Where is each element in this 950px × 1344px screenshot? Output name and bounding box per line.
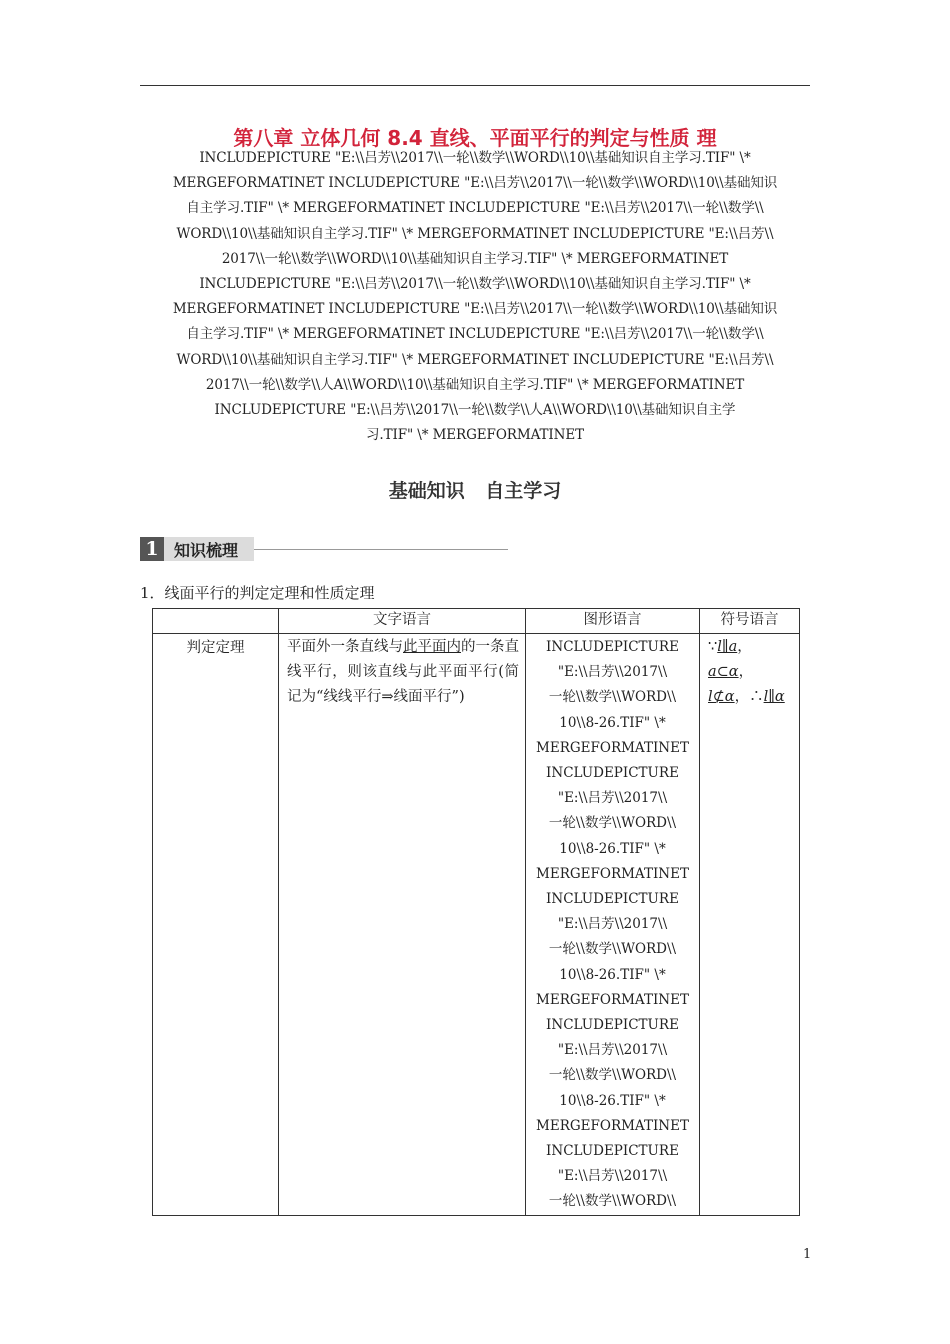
header-cell-empty: [153, 609, 279, 634]
figure-code-line: 一轮\\数学\\WORD\\: [548, 1067, 677, 1084]
figure-code-line: 一轮\\数学\\WORD\\: [548, 1193, 677, 1210]
field-code-line: INCLUDEPICTURE "E:\\吕芳\\2017\\一轮\\数学\\WORD\\10\\基础知识自主学习.TIF" \*: [199, 276, 751, 293]
because-symbol: ∵: [708, 639, 718, 655]
text-pre: 平面外一条直线与: [287, 639, 403, 655]
field-code-line: INCLUDEPICTURE "E:\\吕芳\\2017\\一轮\\数学\\人A\\WORD\\10\\基础知识自主学: [214, 402, 736, 419]
figure-code-line: INCLUDEPICTURE: [546, 639, 679, 655]
text-language-cell: [279, 634, 526, 1216]
field-code-line: INCLUDEPICTURE "E:\\吕芳\\2017\\一轮\\数学\\WORD\\10\\基础知识自主学习.TIF" \*: [199, 150, 751, 166]
symbol-separator: ，: [737, 639, 752, 655]
symbol-separator: ，: [738, 664, 754, 681]
therefore-symbol: ∴: [749, 689, 764, 706]
symbol-language-cell: [700, 634, 800, 1216]
symbol-condition-2: a⊂α: [708, 664, 739, 681]
figure-code-line: INCLUDEPICTURE: [546, 891, 679, 908]
header-cell-symbol: 符号语言: [700, 609, 800, 634]
field-code-line: MERGEFORMATINET INCLUDEPICTURE "E:\\吕芳\\2017\\一轮\\数学\\WORD\\10\\基础知识: [172, 301, 778, 318]
section-heading: 基础知识 自主学习: [388, 480, 562, 502]
symbol-condition-3: l⊄α: [708, 689, 735, 706]
theorem-table: [152, 608, 800, 1216]
field-code-line: 2017\\一轮\\数学\\WORD\\10\\基础知识自主学习.TIF" \* MERGEFORMATINET: [221, 250, 729, 267]
figure-code-line: 一轮\\数学\\WORD\\: [548, 941, 677, 958]
figure-code-line: INCLUDEPICTURE: [546, 1017, 679, 1034]
figure-code-line: "E:\\吕芳\\2017\\: [557, 1168, 668, 1185]
field-code-line: WORD\\10\\基础知识自主学习.TIF" \* MERGEFORMATINET INCLUDEPICTURE "E:\\吕芳\\: [176, 225, 774, 242]
section-divider: [254, 549, 508, 550]
header-cell-figure: 图形语言: [526, 609, 700, 634]
field-code-line: 自主学习.TIF" \* MERGEFORMATINET INCLUDEPICTURE "E:\\吕芳\\2017\\一轮\\数学\\: [186, 326, 764, 343]
field-code-line: 习.TIF" \* MERGEFORMATINET: [365, 427, 584, 444]
page-title: 第八章 立体几何 8.4 直线、平面平行的判定与性质 理: [233, 126, 717, 150]
page-number: 1: [803, 1247, 812, 1262]
field-code-block: [140, 146, 810, 448]
figure-code-line: MERGEFORMATINET: [536, 865, 689, 882]
figure-code-line: 10\\8-26.TIF" \*: [559, 714, 666, 731]
header-rule: [140, 85, 810, 86]
field-code-line: 2017\\一轮\\数学\\人A\\WORD\\10\\基础知识自主学习.TIF" \* MERGEFORMATINET: [205, 376, 745, 393]
figure-code-line: MERGEFORMATINET: [536, 991, 689, 1008]
figure-code-line: "E:\\吕芳\\2017\\: [557, 916, 668, 933]
figure-language-cell: [526, 634, 700, 1216]
text-post: 的一条直线平行，则该直线与此平面平行(简记为“线线平行⇒线面平行”): [287, 639, 519, 706]
section-label: 知识梳理: [164, 537, 254, 561]
symbol-condition-1: l∥a: [717, 639, 738, 655]
figure-code-line: INCLUDEPICTURE: [546, 1143, 679, 1160]
header-cell-text: 文字语言: [279, 609, 526, 634]
symbol-separator: ，: [734, 689, 750, 706]
figure-code-line: 一轮\\数学\\WORD\\: [548, 815, 677, 832]
figure-code-line: 10\\8-26.TIF" \*: [559, 840, 666, 857]
knowledge-section-bar: [140, 536, 508, 562]
figure-code-line: MERGEFORMATINET: [536, 1117, 689, 1134]
section-number-badge: 1: [140, 537, 164, 561]
table-header-row: [153, 609, 800, 634]
item-title: 1．线面平行的判定定理和性质定理: [140, 584, 375, 602]
field-code-line: WORD\\10\\基础知识自主学习.TIF" \* MERGEFORMATINET INCLUDEPICTURE "E:\\吕芳\\: [176, 351, 774, 368]
figure-code-line: MERGEFORMATINET: [536, 739, 689, 756]
symbol-result: l∥α: [763, 689, 785, 706]
field-code-line: MERGEFORMATINET INCLUDEPICTURE "E:\\吕芳\\2017\\一轮\\数学\\WORD\\10\\基础知识: [172, 175, 778, 192]
field-code-line: 自主学习.TIF" \* MERGEFORMATINET INCLUDEPICTURE "E:\\吕芳\\2017\\一轮\\数学\\: [186, 200, 764, 217]
row-label: 判定定理: [153, 634, 279, 1216]
figure-code-line: 一轮\\数学\\WORD\\: [548, 689, 677, 706]
figure-code-line: INCLUDEPICTURE: [546, 765, 679, 782]
figure-code-line: "E:\\吕芳\\2017\\: [557, 1042, 668, 1059]
figure-code-line: 10\\8-26.TIF" \*: [559, 1092, 666, 1109]
figure-code-line: "E:\\吕芳\\2017\\: [557, 664, 668, 681]
text-underlined: 此平面内: [403, 639, 461, 655]
table-row: [153, 634, 800, 1216]
figure-code-line: 10\\8-26.TIF" \*: [559, 966, 666, 983]
figure-code-line: "E:\\吕芳\\2017\\: [557, 790, 668, 807]
